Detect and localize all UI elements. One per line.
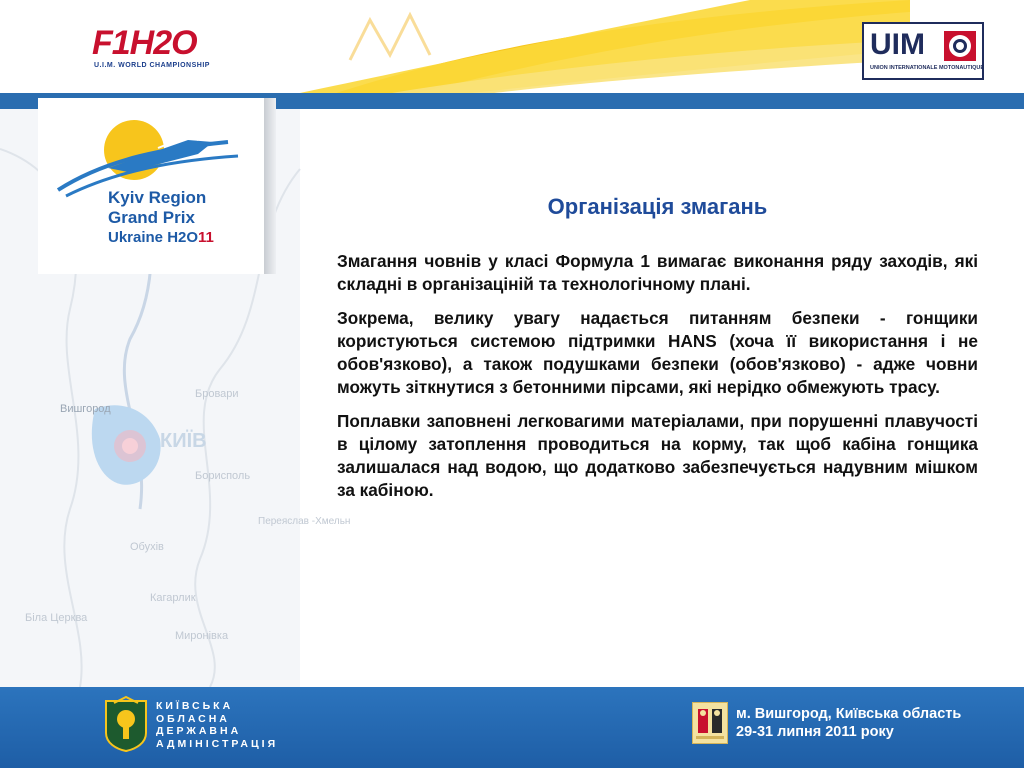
event-logo-line2: Grand Prix <box>108 208 195 227</box>
map-label-vyshhorod: Вишгород <box>60 403 111 415</box>
map-label-pereiaslav: Переяслав -Хмельн <box>258 516 351 527</box>
footer-admin-line-3: ДЕРЖАВНА <box>156 725 242 737</box>
event-logo-panel <box>38 98 264 274</box>
footer-location: м. Вишгород, Київська область <box>736 706 962 722</box>
content-body <box>337 250 978 513</box>
content-paragraph-2: Зокрема, велику увагу надається питанням безпеки - гонщики користуються системою підтримки HANS (хоча її використання і не обов'язково), а також подушками безпеки (обов'язково) - адже човни можуть зіткнутися з бетонними пірсами, які нерідко обмежують трасу. <box>337 308 978 397</box>
content-paragraph-1: Змагання човнів у класі Формула 1 вимагає виконання ряду заходів, які складні в організаціній та технологічному плані. <box>337 251 978 294</box>
event-logo-year: 11 <box>198 229 214 246</box>
f1h2o-logo-text: F1H2O <box>92 24 197 62</box>
sun-wave-logo-icon <box>38 98 264 198</box>
map-label-kyiv: КИЇВ <box>160 430 207 452</box>
footer-location-block <box>736 705 961 741</box>
map-label-myronivka: Миронівка <box>175 630 229 642</box>
event-logo-h2o: H2O <box>167 229 199 246</box>
page-title: Організація змагань <box>547 194 768 219</box>
footer-dates: 29-31 липня 2011 року <box>736 724 894 740</box>
footer-admin-line-4: АДМІНІСТРАЦІЯ <box>156 737 279 750</box>
uim-logo-subtitle: UNION INTERNATIONALE MOTONAUTIQUE <box>870 65 985 71</box>
uim-flag-icon <box>944 31 976 61</box>
map-label-kaharlyk: Кагарлик <box>150 592 196 604</box>
event-logo-line1: Kyiv Region <box>108 188 207 207</box>
yellow-swoosh-decoration <box>290 0 910 95</box>
uim-logo-text: UIM <box>870 28 925 61</box>
footer-admin-line-2: ОБЛАСНА <box>156 712 230 725</box>
footer-admin-label <box>156 700 278 750</box>
footer-admin-line-1: КИЇВСЬКА <box>156 700 234 712</box>
event-logo-line3 <box>108 229 214 246</box>
f1h2o-logo-subtitle: U.I.M. WORLD CHAMPIONSHIP <box>94 62 210 69</box>
coat-of-arms-icon <box>104 697 148 752</box>
map-label-bila-tserkva: Біла Церква <box>25 612 88 624</box>
map-label-brovary: Бровари <box>195 388 239 400</box>
content-paragraph-3: Поплавки заповнені легковагими матеріалами, при порушенні плавучості в цілому затоплення проводиться на корму, так щоб кабіна гонщика залишалася над водою, що додатково забезпечується надувним мішком за кабіною. <box>337 411 978 500</box>
event-logo-country: Ukraine <box>108 229 168 246</box>
uim-logo <box>862 22 984 80</box>
map-label-obukhiv: Обухів <box>130 541 164 553</box>
f1h2o-logo <box>92 24 242 74</box>
event-logo-shadow <box>264 98 276 274</box>
town-emblem-icon <box>692 702 728 744</box>
map-label-boryspil: Борисполь <box>195 470 251 482</box>
